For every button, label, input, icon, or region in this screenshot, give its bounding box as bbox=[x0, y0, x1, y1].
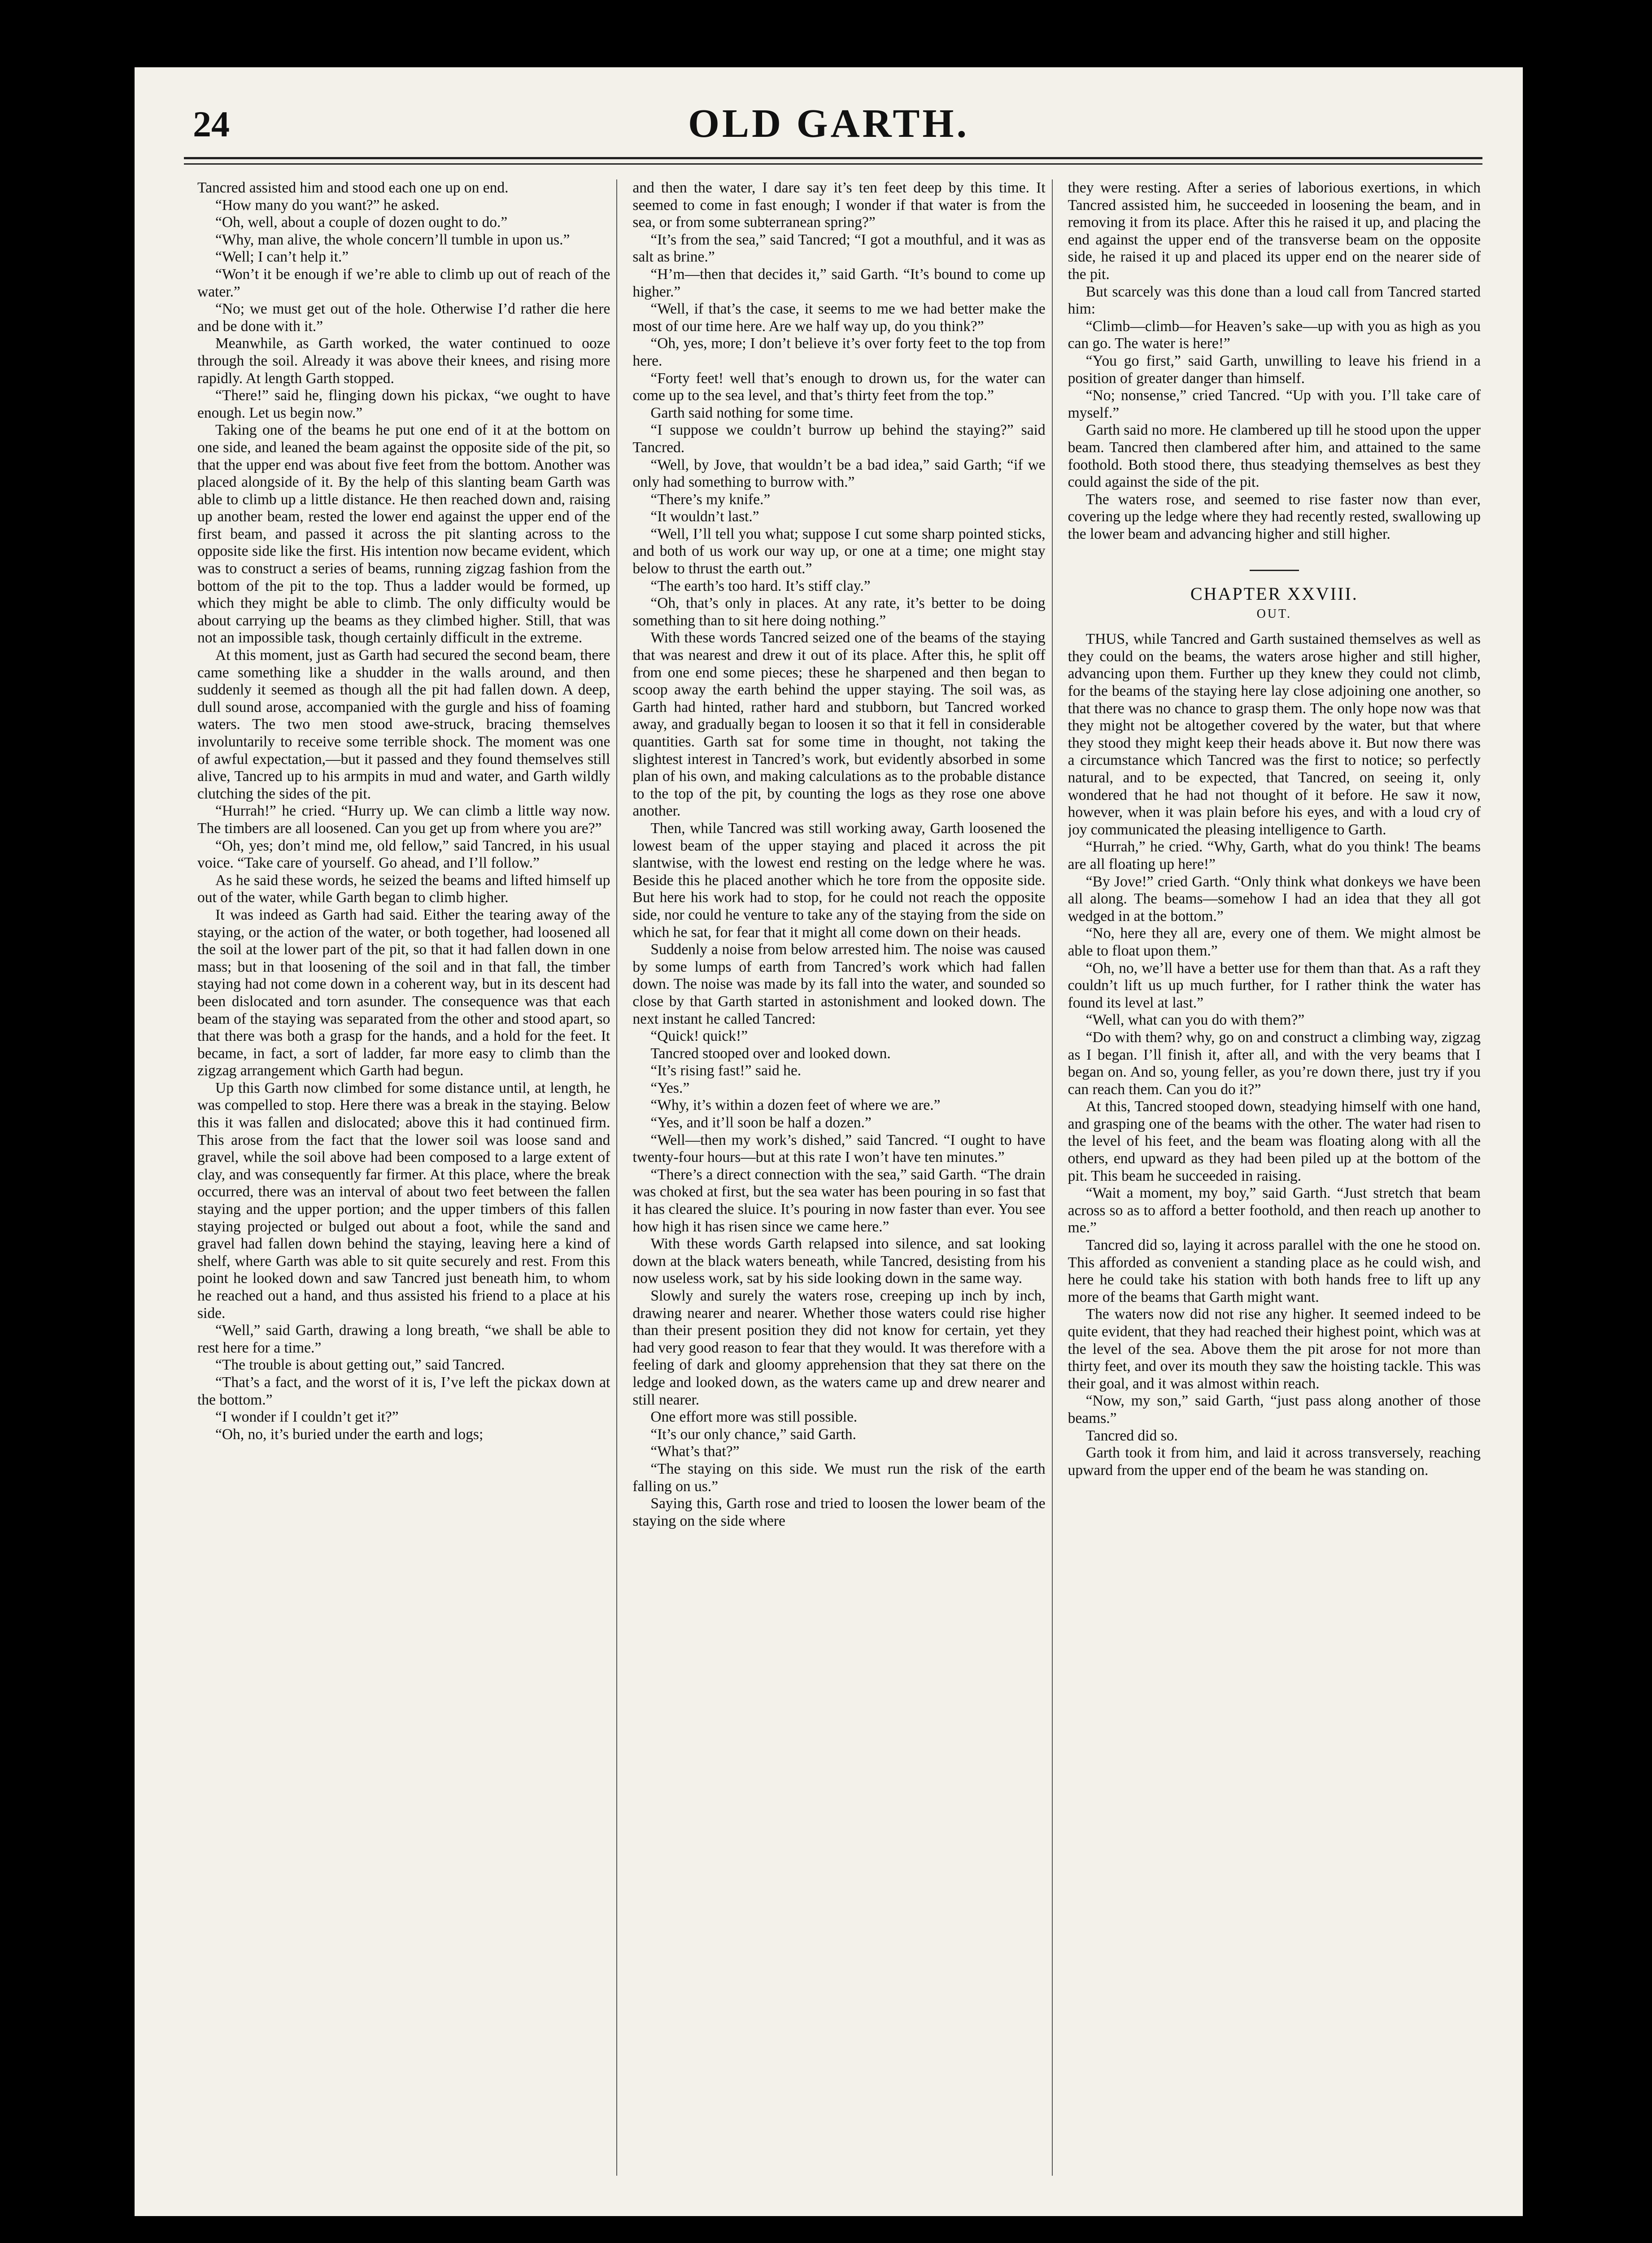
paragraph: “It’s rising fast!” said he. bbox=[650, 1062, 802, 1079]
paragraph: “It’s our only chance,” said Garth. bbox=[650, 1426, 856, 1443]
paragraph: “No, here they all are, every one of them. We might almost be able to float upon them.” bbox=[1068, 925, 1481, 959]
page-number: 24 bbox=[193, 104, 230, 144]
paragraph: “Oh, no, it’s buried under the earth and logs; bbox=[215, 1426, 484, 1443]
paragraph: The waters rose, and seemed to rise faster now than ever, covering up the ledge where they had recently rested, swallowing up the lower beam and advancing higher and still higher. bbox=[1068, 491, 1481, 542]
running-title: OLD GARTH. bbox=[688, 101, 969, 146]
paragraph: “Well, by Jove, that wouldn’t be a bad idea,” said Garth; “if we only had something to burrow with.” bbox=[632, 456, 1046, 491]
paragraph: At this moment, just as Garth had secured the second beam, there came something like a shudder in the walls around, and then suddenly it seemed as though all the pit had fallen down. A deep, dull sound arose, accompanied with the gurgle and hiss of foaming waters. The two men stood awe-struck, bracing themselves involuntarily to receive some terrible shock. The moment was one of awful expectation,—but it passed and they found themselves still alive, Tancred up to his armpits in mud and water, and Garth wildly clutching the sides of the pit. bbox=[197, 647, 610, 802]
paragraph: “Now, my son,” said Garth, “just pass along another of those beams.” bbox=[1068, 1392, 1481, 1427]
column-2 bbox=[632, 179, 1052, 2176]
paragraph: “Do with them? why, go on and construct a climbing way, zigzag as I began. I’ll finish it, after all, and with the very beams that I began on. And so, young feller, as you’re down there, just try if you can reach them. Can you do it?” bbox=[1068, 1029, 1481, 1098]
paragraph: “No; we must get out of the hole. Otherwise I’d rather die here and be done with it.” bbox=[197, 301, 610, 335]
paragraph: It was indeed as Garth had said. Either the tearing away of the staying, or the action of the water, or both together, had loosened all the soil at the lower part of the pit, so that it had fallen down in one mass; but in that loosening of the soil and in that fall, the timber staying had not come down in a coherent way, but in its descent had been dislocated and torn asunder. The consequence was that each beam of the staying was separated from the other and stood apart, so that there was both a grasp for the hands, and a hold for the feet. It became, in fact, a sort of ladder, far more easy to climb than the zigzag arrangement which Garth had begun. bbox=[197, 906, 610, 1079]
paragraph: “The earth’s too hard. It’s stiff clay.” bbox=[650, 577, 871, 594]
paragraph: “Oh, no, we’ll have a better use for them than that. As a raft they couldn’t lift us up much further, for I rather think the water has found its level at last.” bbox=[1068, 960, 1481, 1011]
chapter-ornament bbox=[1068, 561, 1481, 578]
header-rule bbox=[184, 157, 1482, 159]
paragraph: “I suppose we couldn’t burrow up behind the staying?” said Tancred. bbox=[632, 422, 1046, 456]
paragraph: “Hurrah,” he cried. “Why, Garth, what do you think! The beams are all floating up here!” bbox=[1068, 838, 1481, 873]
paragraph: “Hurrah!” he cried. “Hurry up. We can climb a little way now. The timbers are all loosened. Can you get up from where you are?” bbox=[197, 803, 610, 837]
newspaper-page bbox=[135, 67, 1523, 2216]
paragraph: The waters now did not rise any higher. It seemed indeed to be quite evident, that they had reached their highest point, which was at the level of the sea. Above them the pit arose for not more than thirty feet, and over its mouth they saw the hoisting tackle. This was their goal, and it was almost within reach. bbox=[1068, 1306, 1481, 1392]
paragraph: Then, while Tancred was still working away, Garth loosened the lowest beam of the upper staying and placed it across the pit slantwise, with the lowest end resting on the ledge where he was. Beside this he placed another which he tore from the opposite side. But here his work had to stop, for he could not reach the opposite side, nor could he venture to take any of the staying from the side on which he sat, for fear that it might all come down on their heads. bbox=[632, 820, 1046, 941]
paragraph: “The trouble is about getting out,” said Tancred. bbox=[215, 1357, 505, 1374]
paragraph: “How many do you want?” he asked. bbox=[215, 196, 440, 214]
paragraph: and then the water, I dare say it’s ten feet deep by this time. It seemed to come in fast enough; I wonder if that water is from the sea, or from some subterranean spring?” bbox=[632, 179, 1046, 231]
chapter-title: CHAPTER XXVIII. bbox=[1190, 584, 1358, 604]
paragraph: With these words Garth relapsed into silence, and sat looking down at the black waters beneath, while Tancred, desisting from his now useless work, sat by his side looking down in the same way. bbox=[632, 1235, 1046, 1287]
paragraph: Garth said nothing for some time. bbox=[650, 404, 854, 421]
paragraph: “Well,” said Garth, drawing a long breath, “we shall be able to rest here for a time.” bbox=[197, 1322, 610, 1356]
paragraph: “Well, if that’s the case, it seems to me we had better make the most of our time here. Are we half way up, do you think?” bbox=[632, 301, 1046, 335]
paragraph: Slowly and surely the waters rose, creeping up inch by inch, drawing nearer and nearer. Whether those waters could rise higher than their present position they did not know for certain, yet they had very good reason to fear that they would. It was therefore with a feeling of dark and gloomy apprehension that they sat there on the ledge and looked down, as the waters came up and drew nearer and still nearer. bbox=[632, 1287, 1046, 1408]
paragraph: “By Jove!” cried Garth. “Only think what donkeys we have been all along. The beams—somehow I had an idea that they all got wedged in at the bottom.” bbox=[1068, 873, 1481, 925]
paragraph: Garth took it from him, and laid it across transversely, reaching upward from the upper end of the beam he was standing on. bbox=[1068, 1444, 1481, 1479]
paragraph: “Why, man alive, the whole concern’ll tumble in upon us.” bbox=[215, 231, 570, 248]
paragraph: “Well—then my work’s dished,” said Tancred. “I ought to have twenty-four hours—but at this rate I won’t have ten minutes.” bbox=[632, 1131, 1046, 1166]
paragraph: “Yes.” bbox=[650, 1079, 690, 1096]
paragraph: Tancred did so. bbox=[1085, 1427, 1178, 1444]
paragraph: “Climb—climb—for Heaven’s sake—up with you as high as you can go. The water is here!” bbox=[1068, 318, 1481, 352]
paragraph: At this, Tancred stooped down, steadying himself with one hand, and grasping one of the beams with the other. The water had risen to the level of his feet, and the beam was floating along with all the others, end upward as they had been piled up at the bottom of the pit. This beam he succeeded in raising. bbox=[1068, 1098, 1481, 1184]
paragraph: “The staying on this side. We must run the risk of the earth falling on us.” bbox=[632, 1460, 1046, 1495]
paragraph: Tancred did so, laying it across parallel with the one he stood on. This afforded as convenient a standing place as he could wish, and here he could take his station with both hands free to lift up any more of the beams that Garth might want. bbox=[1068, 1237, 1481, 1305]
chapter-subtitle: OUT. bbox=[1256, 607, 1292, 621]
text-columns bbox=[197, 179, 1487, 2176]
paragraph: “Why, it’s within a dozen feet of where we are.” bbox=[650, 1097, 941, 1114]
paragraph: Saying this, Garth rose and tried to loosen the lower beam of the staying on the side where bbox=[632, 1495, 1046, 1529]
paragraph: “Well; I can’t help it.” bbox=[215, 249, 349, 266]
paragraph: Tancred assisted him and stood each one up on end. bbox=[197, 179, 509, 196]
paragraph: “Well, what can you do with them?” bbox=[1085, 1012, 1305, 1029]
paragraph: “Wait a moment, my boy,” said Garth. “Just stretch that beam across so as to afford a better foothold, and then reach up another to me.” bbox=[1068, 1185, 1481, 1236]
paragraph: “There’s my knife.” bbox=[650, 491, 771, 508]
paragraph: “There’s a direct connection with the sea,” said Garth. “The drain was choked at first, but the sea water has been pouring in so fast that it has cleared the sluice. It’s pouring in now faster than ever. You see how high it has risen since we came here.” bbox=[632, 1166, 1046, 1235]
paragraph: “There!” said he, flinging down his pickax, “we ought to have enough. Let us begin now.” bbox=[197, 387, 610, 421]
ornament-rule bbox=[1250, 570, 1299, 571]
page-header bbox=[135, 94, 1523, 170]
paragraph: THUS, while Tancred and Garth sustained themselves as well as they could on the beams, the waters arose higher and still higher, advancing upon them. Further up they knew they could not climb, for the beams of the staying here lay close adjoining one another, so that there was no chance to grasp them. The only hope now was that they might not be altogether covered by the water, but that where they stood they might keep their heads above it. But now there was a circumstance which Tancred was the first to notice; so perfectly natural, and to be expected, that Tancred, on seeing it, only wondered that he had not thought of it before. He saw it now, however, when it was plain before his eyes, and with a loud cry of joy communicated the pleasing intelligence to Garth. bbox=[1068, 631, 1481, 838]
paragraph: “Forty feet! well that’s enough to drown us, for the water can come up to the sea level, and that’s thirty feet from the top.” bbox=[632, 370, 1046, 404]
column-3-after-chapter bbox=[1068, 631, 1481, 1479]
paragraph: “It wouldn’t last.” bbox=[650, 508, 759, 525]
paragraph: “You go first,” said Garth, unwilling to leave his friend in a position of greater danger than himself. bbox=[1068, 352, 1481, 387]
paragraph: Garth said no more. He clambered up till he stood upon the upper beam. Tancred then clambered after him, and attained to the same foothold. Both stood there, thus steadying themselves as best they could against the side of the pit. bbox=[1068, 422, 1481, 491]
paragraph: “Yes, and it’ll soon be half a dozen.” bbox=[650, 1114, 872, 1131]
paragraph: “I wonder if I couldn’t get it?” bbox=[215, 1409, 399, 1426]
column-3 bbox=[1068, 179, 1487, 2176]
paragraph: “Oh, yes, more; I don’t believe it’s over forty feet to the top from here. bbox=[632, 335, 1046, 369]
paragraph: Up this Garth now climbed for some distance until, at length, he was compelled to stop. Here there was a break in the staying. Below this it was fallen and dislocated; above this it had continued firm. This arose from the fact that the lower soil was loose sand and gravel, while the soil above had been composed to a large extent of clay, and was consequently far firmer. At this place, where the break occurred, there was an interval of about two feet between the fallen staying and the upper portion; and the upper timbers of this fallen staying projected or bulged out about a foot, while the sand and gravel had fallen down behind the staying, leaving here a kind of shelf, where Garth was able to sit quite securely and rest. From this point he looked down and saw Tancred just beneath him, to whom he reached out a hand, and thus assisted his friend to a place at his side. bbox=[197, 1079, 610, 1322]
paragraph: “Quick! quick!” bbox=[650, 1028, 748, 1045]
paragraph: Tancred stooped over and looked down. bbox=[650, 1045, 891, 1062]
paragraph: One effort more was still possible. bbox=[650, 1409, 858, 1426]
paragraph: With these words Tancred seized one of the beams of the staying that was nearest and drew it out of its place. After this, he split off from one end some pieces; these he sharpened and then began to scoop away the earth behind the upper staying. The soil was, as Garth had hinted, rather hard and stubborn, but Tancred worked away, and gradually began to loosen it so that it fell in considerable quantities. Garth sat for some time in thought, not taking the slightest interest in Tancred’s work, but evidently absorbed in some plan of his own, and making calculations as to the probable distance to the top of the pit, by counting the logs as they rose one above another. bbox=[632, 629, 1046, 820]
paragraph: “H’m—then that decides it,” said Garth. “It’s bound to come up higher.” bbox=[632, 266, 1046, 300]
column-1 bbox=[197, 179, 617, 2176]
paragraph: “It’s from the sea,” said Tancred; “I got a mouthful, and it was as salt as brine.” bbox=[632, 231, 1046, 266]
paragraph: “Oh, well, about a couple of dozen ought to do.” bbox=[215, 214, 508, 231]
paragraph: Meanwhile, as Garth worked, the water continued to ooze through the soil. Already it was above their knees, and rising more rapidly. At length Garth stopped. bbox=[197, 335, 610, 387]
paragraph: But scarcely was this done than a loud call from Tancred started him: bbox=[1068, 283, 1481, 318]
paragraph: “That’s a fact, and the worst of it is, I’ve left the pickax down at the bottom.” bbox=[197, 1374, 610, 1408]
column-3-before-chapter bbox=[1068, 179, 1481, 543]
paragraph: “Won’t it be enough if we’re able to climb up out of reach of the water.” bbox=[197, 266, 610, 300]
paragraph: “What’s that?” bbox=[650, 1443, 740, 1460]
paragraph: As he said these words, he seized the beams and lifted himself up out of the water, while Garth began to climb higher. bbox=[197, 872, 610, 906]
paragraph: “Well, I’ll tell you what; suppose I cut some sharp pointed sticks, and both of us work our way up, or one at a time; one might stay below to thrust the earth out.” bbox=[632, 525, 1046, 577]
paragraph: “No; nonsense,” cried Tancred. “Up with you. I’ll take care of myself.” bbox=[1068, 387, 1481, 421]
paragraph: “Oh, yes; don’t mind me, old fellow,” said Tancred, in his usual voice. “Take care of yourself. Go ahead, and I’ll follow.” bbox=[197, 837, 610, 872]
paragraph: Suddenly a noise from below arrested him. The noise was caused by some lumps of earth from Tancred’s work which had fallen down. The noise was made by its fall into the water, and sounded so close by that Garth started in astonishment and looked down. The next instant he called Tancred: bbox=[632, 941, 1046, 1027]
paragraph: Taking one of the beams he put one end of it at the bottom on one side, and leaned the beam against the opposite side of the pit, so that the upper end was about five feet from the bottom. Another was placed alongside of it. By the help of this slanting beam Garth was able to climb up a little distance. He then reached down and, raising up another beam, rested the lower end against the upper end of the first beam, and passed it across the pit slanting across to the opposite side like the first. His intention now became evident, which was to construct a series of beams, running zigzag fashion from the bottom of the pit to the top. Thus a ladder would be formed, up which they might be able to climb. The only difficulty would be about carrying up the beams as they climbed higher. Still, that was not an impossible task, though certainly difficult in the extreme. bbox=[197, 422, 610, 646]
paragraph: “Oh, that’s only in places. At any rate, it’s better to be doing something than to sit here doing nothing.” bbox=[632, 595, 1046, 629]
header-rule-thin bbox=[184, 163, 1482, 165]
paragraph: they were resting. After a series of laborious exertions, in which Tancred assisted him, he succeeded in loosening the beam, and in removing it from its place. After this he raised it up, and placing the end against the upper end of the transverse beam on the opposite side, he raised it up and placed its upper end on the nearer side of the pit. bbox=[1068, 179, 1481, 283]
